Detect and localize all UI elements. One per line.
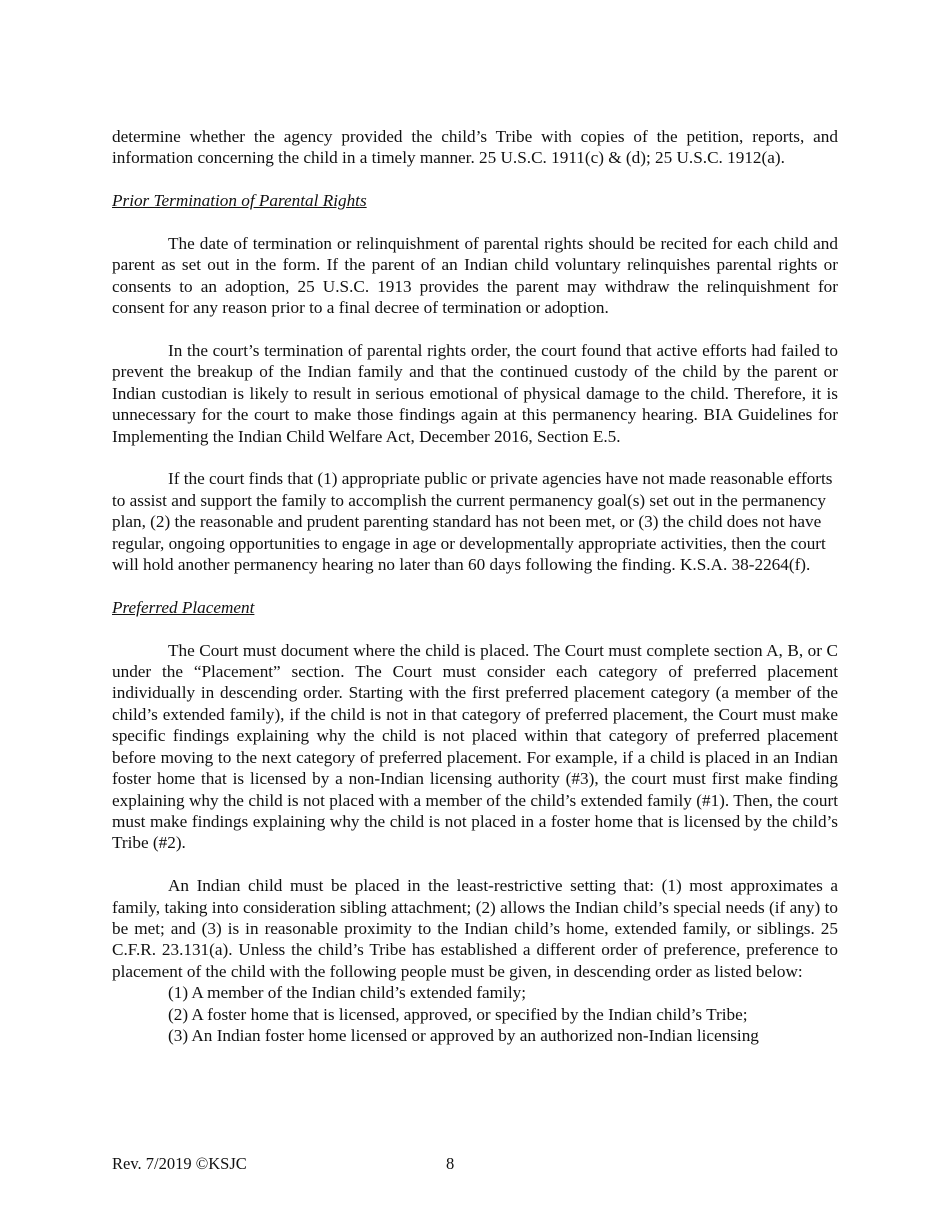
section-heading-prior-termination: Prior Termination of Parental Rights [112, 191, 367, 211]
body-paragraph: In the court’s termination of parental rights order, the court found that active efforts had failed to prevent the breakup of the Indian family and that the continued custody of the child by the parent or Indian custodian is likely to result in serious emotional of physical damage to the child. Therefore, it is unnecessary for the court to make those findings again at this permanency hearing. BIA Guidelines for Implementing the Indian Child Welfare Act, December 2016, Section E.5. [112, 341, 838, 446]
spacer [112, 319, 838, 340]
spacer [112, 447, 838, 468]
section-heading-preferred-placement: Preferred Placement [112, 597, 255, 617]
list-item: (2) A foster home that is licensed, approved, or specified by the Indian child’s Tribe; [168, 1004, 748, 1024]
spacer [112, 854, 838, 875]
list-item: (3) An Indian foster home licensed or approved by an authorized non-Indian licensing [168, 1025, 759, 1045]
body-paragraph: The Court must document where the child is placed. The Court must complete section A, B, or C under the “Placement” section. The Court must consider each category of preferred placement individually in descending order. Starting with the first preferred placement category (a member of the child’s extended family), if the child is not in that category of preferred placement, the Court must make specific findings explaining why the child is not placed within that category of preferred placement before moving to the next category of preferred placement. For example, if a child is placed in an Indian foster home that is licensed by a non-Indian licensing authority (#3), the court must first make finding explaining why the child is not placed with a member of the child’s extended family (#1). Then, the court must make findings explaining why the child is not placed in a foster home that is licensed by the child’s Tribe (#2). [112, 640, 838, 853]
spacer [112, 212, 838, 233]
page-number: 8 [446, 1154, 455, 1173]
body-paragraph: An Indian child must be placed in the least-restrictive setting that: (1) most approximates a family, taking into consideration sibling attachment; (2) allows the Indian child’s special needs (if any) to be met; and (3) is in reasonable proximity to the Indian child’s home, extended family, or siblings. 25 C.F.R. 23.131(a). Unless the child’s Tribe has established a different order of preference, preference to placement of the child with the following people must be given, in descending order as listed below: [112, 876, 838, 981]
intro-paragraph: determine whether the agency provided the child’s Tribe with copies of the petition, reports, and information concerning the child in a timely manner. 25 U.S.C. 1911(c) & (d); 25 U.S.C. 1912(a). [112, 127, 838, 168]
spacer [112, 575, 838, 596]
body-paragraph: If the court finds that (1) appropriate public or private agencies have not made reasonable efforts to assist and support the family to accomplish the current permanency goal(s) set out in the permanency plan, (2) the reasonable and prudent parenting standard has not been met, or (3) the child does not have regular, ongoing opportunities to engage in age or developmentally appropriate activities, then the court will hold another permanency hearing no later than 60 days following the finding. K.S.A. 38-2264(f). [112, 469, 833, 575]
list-item: (1) A member of the Indian child’s extended family; [168, 983, 526, 1003]
body-paragraph: The date of termination or relinquishment of parental rights should be recited for each child and parent as set out in the form. If the parent of an Indian child voluntary relinquishes parental rights or consents to an adoption, 25 U.S.C. 1913 provides the parent may withdraw the relinquishment for consent for any reason prior to a final decree of termination or adoption. [112, 234, 838, 318]
spacer [112, 618, 838, 639]
document-page [112, 126, 838, 1046]
revision-label: Rev. 7/2019 ©KSJC [112, 1154, 247, 1173]
spacer [112, 169, 838, 190]
